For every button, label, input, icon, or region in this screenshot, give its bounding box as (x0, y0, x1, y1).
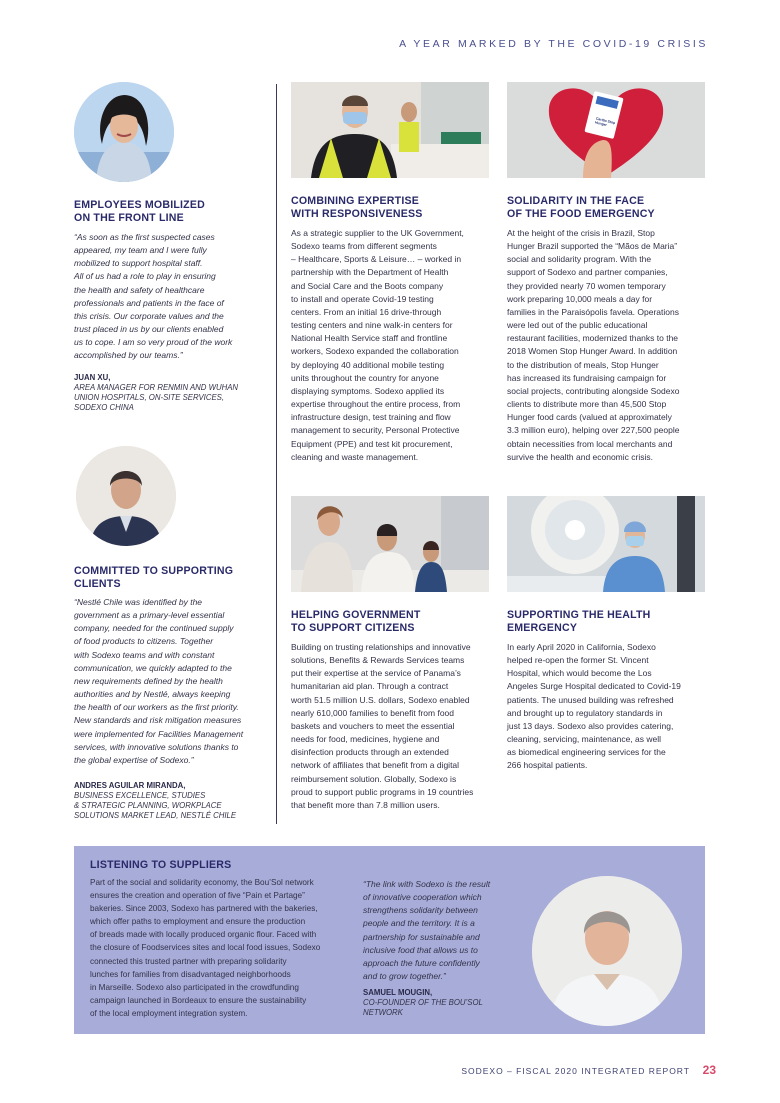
government-title: HELPING GOVERNMENT TO SUPPORT CITIZENS (291, 609, 421, 634)
front-line-quote: “As soon as the first suspected cases appeared, my team and I were fully mobilized to support hospital staff. All of us had a role to play in ensuring the health and safety of healthcare professionals and patients in the face of this crisis. Our corporate values and the trust placed in us by our clients enabled us to cope. I am so very proud of the work accomplished by our teams.” (74, 232, 233, 361)
food-title: SOLIDARITY IN THE FACE OF THE FOOD EMERGENCY (507, 195, 655, 220)
expertise-body: As a strategic supplier to the UK Government, Sodexo teams from different segments – Healthcare, Sports & Leisure… – worked in partnership with the Department of Health and Social Care and the Boots company to install and operate Covid-19 testing centers. From an initial 16 drive-through testing centers and nine walk-in centers for National Health Service staff and frontline workers, Sodexo expanded the collaboration by deploying 40 additional mobile testing units throughout the country for anyone displaying symptoms. Sodexo applied its expertise throughout the entire process, from infrastructure design, test training and flow management to security, Personal Protective Equipment (PPE) and test kit procurement, cleaning and waste management. (291, 228, 464, 462)
food-body: At the height of the crisis in Brazil, Stop Hunger Brazil supported the “Mãos de Maria” social and solidarity program. With the support of Sodexo and partner companies, they provided nearly 70 women temporary work preparing 10,000 meals a day for families in the Paraisópolis favela. Operations were led out of the public educational restaurant facilities, modernized thanks to the 2018 Women Stop Hunger Award. In addition to the distribution of meals, Stop Hunger has increased its fundraising campaign for social projects, contributing alongside Sodexo clients to distribute more than 45,500 Stop Hunger food cards (valued at approximately 3.3 million euro), helping over 227,500 people obtain necessities from local merchants and survive the health and economic crisis. (507, 228, 680, 462)
clients-quote: “Nestlé Chile was identified by the government as a primary-level essential company, needed for the continued supply of food products to citizens. Together with Sodexo teams and with constant communication, we quickly adapted to the new requirements defined by the health authorities and by Nestlé, always keeping the health of our workers as the first priority. New standards and risk mitigation measures were implemented for Facilities Management services, with innovative solutions thanks to the global expertise of Sodexo.” (74, 597, 244, 765)
citizens-shopping-photo (291, 496, 489, 592)
andres-aguilar-portrait (76, 446, 176, 546)
testing-center-photo (291, 82, 489, 178)
column-divider (276, 84, 277, 824)
page-number: 23 (702, 1063, 716, 1077)
report-footer: SODEXO – FISCAL 2020 INTEGRATED REPORT (461, 1066, 690, 1076)
clients-author-role: BUSINESS EXCELLENCE, STUDIES & STRATEGIC PLANNING, WORKPLACE SOLUTIONS MARKET LEAD, NESTLÉ CHILE (74, 791, 237, 820)
front-line-author-name: JUAN XU, (74, 373, 111, 382)
expertise-title: COMBINING EXPERTISE WITH RESPONSIVENESS (291, 195, 423, 220)
juan-xu-portrait (74, 82, 174, 182)
suppliers-author-role: CO-FOUNDER OF THE BOU’SOL NETWORK (363, 998, 483, 1017)
government-body: Building on trusting relationships and innovative solutions, Benefits & Rewards Services teams put their expertise at the service of Panama’s humanitarian aid plan. Through a contract worth 51.5 million U.S. dollars, Sodexo enabled nearly 610,000 families to benefit from food baskets and vouchers to meet the essential needs for food, medicines, hygiene and disinfection products through an extended network of affiliates that benefit from a digital reimbursement solution. Globally, Sodexo is proud to support public programs in 19 countries that benefit more than 7.8 million users. (291, 642, 474, 810)
clients-title: COMMITTED TO SUPPORTING CLIENTS (74, 565, 234, 590)
front-line-author-role: AREA MANAGER FOR RENMIN AND WUHAN UNION HOSPITALS, ON-SITE SERVICES, SODEXO CHINA (74, 383, 239, 412)
food-card-label: Cartão Stop Hunger (594, 116, 616, 128)
clients-author-name: ANDRES AGUILAR MIRANDA, (74, 781, 186, 790)
section-header: A YEAR MARKED BY THE COVID-19 CRISIS (399, 38, 708, 50)
hospital-staff-photo (507, 496, 705, 592)
front-line-title: EMPLOYEES MOBILIZED ON THE FRONT LINE (74, 199, 205, 224)
suppliers-title: LISTENING TO SUPPLIERS (90, 859, 232, 871)
stop-hunger-heart-photo (507, 82, 705, 178)
samuel-mougin-portrait (532, 876, 682, 1026)
health-title: SUPPORTING THE HEALTH EMERGENCY (507, 609, 651, 634)
suppliers-quote: “The link with Sodexo is the result of innovative cooperation which strengthens solidarity between people and the territory. It is a partnership for sustainable and inclusive food that allows us to approach the future confidently and to grow together.” (363, 879, 491, 982)
suppliers-body: Part of the social and solidarity economy, the Bou’Sol network ensures the creation and operation of five “Pain et Partage” bakeries. Since 2003, Sodexo has partnered with the bakeries, which offer paths to employment and ensure the production of breads made with locally produced organic flour. Faced with the closure of Foodservices sites and local food issues, Sodexo connected this trusted partner with preparing solidarity lunches for families from disadvantaged neighborhoods in Marseille. Sodexo also participated in the crowdfunding campaign launched in Bordeaux to ensure the sustainability of the local employment integration system. (90, 878, 321, 1018)
health-body: In early April 2020 in California, Sodexo helped re-open the former St. Vincent Hospital, which would become the Los Angeles Surge Hospital dedicated to Covid-19 patients. The unused building was refreshed and brought up to regulatory standards in just 13 days. Sodexo also provides catering, cleaning, servicing, maintenance, as well as biomedical engineering services for the 266 hospital patients. (507, 642, 681, 771)
suppliers-author-name: SAMUEL MOUGIN, (363, 988, 433, 997)
